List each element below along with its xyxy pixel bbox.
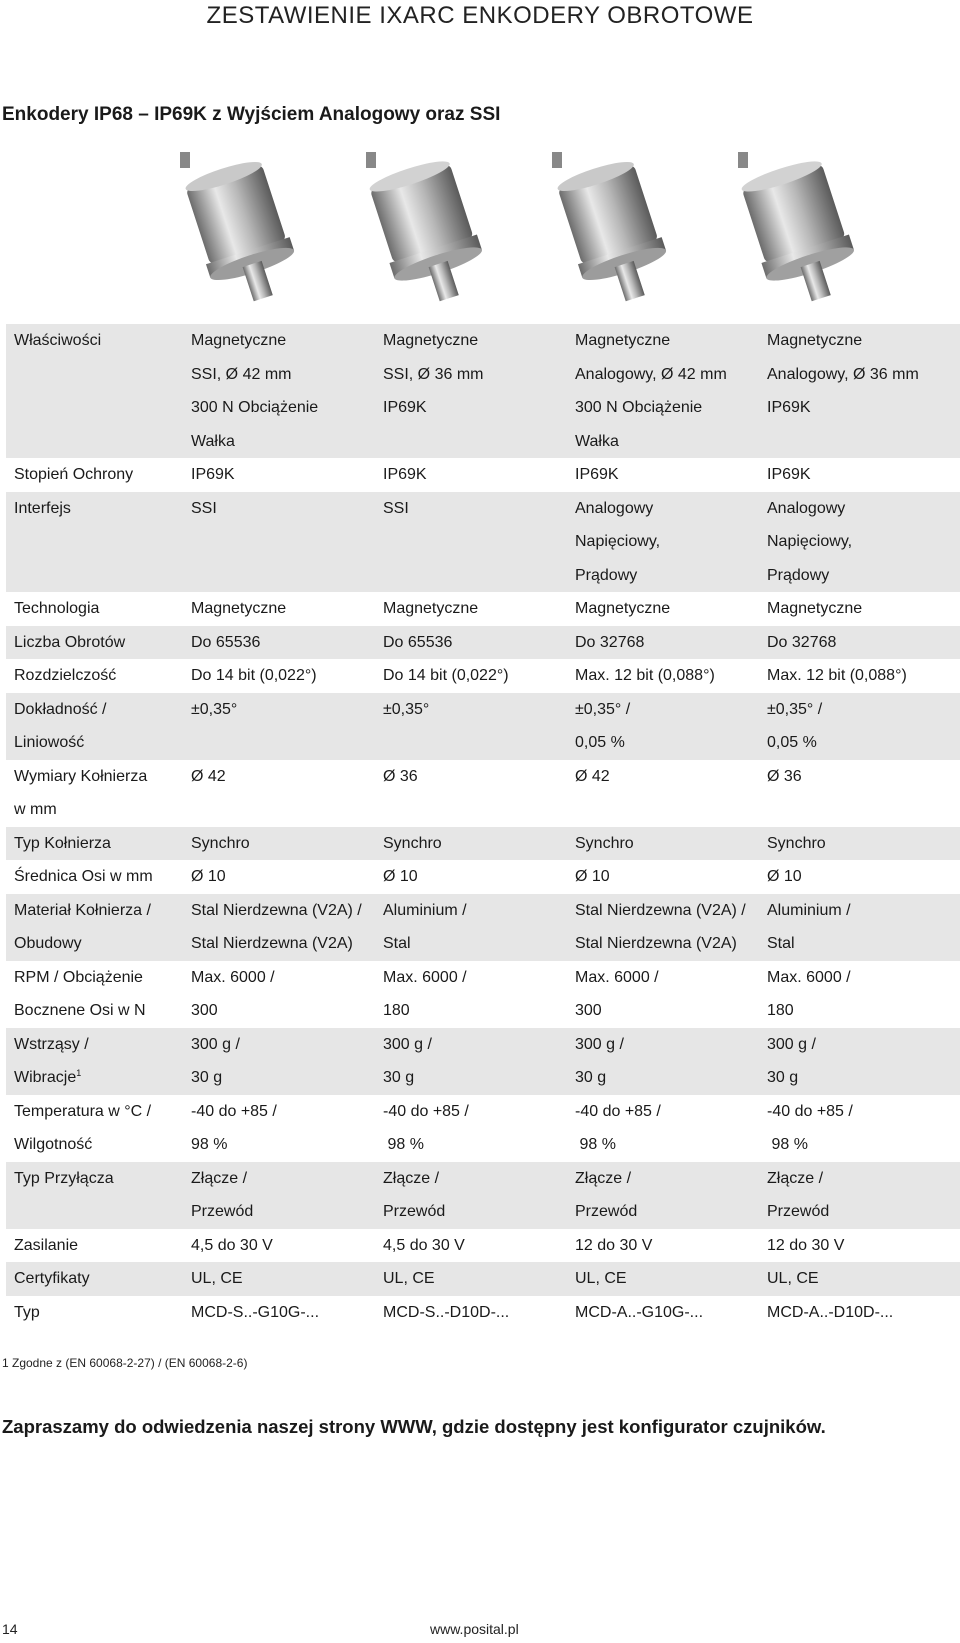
value-cell — [191, 961, 383, 1028]
value-cell — [191, 1262, 383, 1296]
value-line: Do 32768 — [575, 633, 645, 651]
value-cell — [575, 592, 767, 626]
value-line: IP69K — [767, 466, 811, 483]
value-cell — [383, 492, 575, 593]
value-line: Złącze / — [575, 1169, 632, 1187]
value-line: 180 — [767, 1002, 794, 1019]
value-line: 300 g / — [767, 1035, 816, 1053]
value-cell — [191, 492, 383, 593]
value-cell — [191, 659, 383, 693]
value-line: 12 do 30 V — [767, 1236, 845, 1254]
product-photos — [172, 152, 920, 310]
value-line: Do 14 bit (0,022°) — [383, 667, 509, 684]
value-line: Do 65536 — [383, 633, 453, 651]
value-cell — [191, 626, 383, 660]
value-line: MCD-S..-G10G-... — [191, 1303, 320, 1321]
row-label — [6, 458, 191, 492]
row-label-line: Średnica Osi w mm — [14, 868, 153, 885]
value-line: Synchro — [191, 834, 250, 852]
row-label-line: Liniowość — [14, 734, 85, 751]
row-label-line: Wymiary Kołnierza — [14, 767, 148, 785]
table-row — [6, 458, 960, 492]
row-label — [6, 1296, 191, 1330]
value-cell — [191, 458, 383, 492]
value-line: Stal Nierdzewna (V2A) — [575, 935, 737, 952]
row-label-line: Certyfikaty — [14, 1270, 90, 1287]
value-line: ±0,35° — [191, 700, 238, 718]
value-line: Magnetyczne — [767, 600, 863, 617]
value-line: IP69K — [383, 399, 427, 416]
value-line: Magnetyczne — [767, 332, 863, 349]
value-line: Synchro — [767, 834, 826, 852]
value-cell — [191, 1095, 383, 1162]
row-label — [6, 693, 191, 760]
row-label-line: Typ Przyłącza — [14, 1169, 114, 1187]
value-line: Ø 36 — [767, 767, 802, 785]
value-line: Stal — [383, 935, 411, 952]
value-cell — [383, 458, 575, 492]
row-label-line: Zasilanie — [14, 1236, 79, 1254]
table-row — [6, 492, 960, 593]
value-line: Ø 10 — [575, 868, 610, 885]
value-line: Max. 12 bit (0,088°) — [767, 667, 907, 684]
spec-table — [6, 324, 960, 1329]
value-line: 30 g — [191, 1069, 223, 1086]
value-cell — [191, 693, 383, 760]
value-cell — [767, 894, 960, 961]
value-line: Ø 42 — [191, 767, 226, 785]
value-line: Magnetyczne — [383, 600, 479, 617]
value-line: Przewód — [383, 1203, 446, 1220]
value-line: 98 % — [383, 1136, 424, 1153]
value-line: Magnetyczne — [191, 332, 287, 349]
value-line: Aluminium / — [383, 901, 467, 919]
value-line: Do 65536 — [191, 633, 261, 651]
value-line: MCD-A..-G10G-... — [575, 1303, 704, 1321]
value-line: 300 — [575, 1002, 602, 1019]
row-label-line: Typ — [14, 1303, 40, 1321]
value-line: IP69K — [767, 399, 811, 416]
value-line: Prądowy — [575, 566, 638, 584]
value-cell — [191, 592, 383, 626]
value-line: SSI, Ø 36 mm — [383, 365, 484, 383]
value-line: Napięciowy, — [767, 533, 853, 550]
value-cell — [575, 659, 767, 693]
value-cell — [383, 626, 575, 660]
value-line: Max. 6000 / — [383, 968, 467, 986]
row-label-line: Rozdzielczość — [14, 667, 117, 684]
value-line: Napięciowy, — [575, 533, 661, 550]
row-label-line: Właściwości — [14, 332, 102, 349]
table-row — [6, 860, 960, 894]
value-cell — [767, 1028, 960, 1095]
table-row — [6, 1296, 960, 1330]
row-label — [6, 1229, 191, 1263]
value-cell — [767, 324, 960, 458]
value-line: 12 do 30 V — [575, 1236, 653, 1254]
value-cell — [383, 827, 575, 861]
value-line: IP69K — [383, 466, 427, 483]
row-label — [6, 492, 191, 593]
value-cell — [767, 592, 960, 626]
section-subtitle: Enkodery IP68 – IP69K z Wyjściem Analogowy oraz SSI — [2, 104, 501, 125]
value-cell — [575, 1229, 767, 1263]
value-line: 300 g / — [191, 1035, 240, 1053]
value-cell — [767, 458, 960, 492]
value-line: UL, CE — [767, 1270, 819, 1287]
value-cell — [383, 324, 575, 458]
value-line: Analogowy, Ø 42 mm — [575, 365, 727, 383]
value-cell — [575, 626, 767, 660]
value-line: IP69K — [191, 466, 235, 483]
value-line: -40 do +85 / — [575, 1102, 661, 1120]
value-line: Stal — [767, 935, 795, 952]
value-line: Magnetyczne — [575, 600, 671, 617]
row-label-line — [14, 1061, 191, 1095]
value-line: 300 — [191, 1002, 218, 1019]
row-label-line: Liczba Obrotów — [14, 633, 126, 651]
value-line: Analogowy — [575, 499, 654, 517]
table-row — [6, 1095, 960, 1162]
value-line: Max. 6000 / — [575, 968, 659, 986]
value-line: 98 % — [191, 1136, 228, 1153]
value-line: MCD-A..-D10D-... — [767, 1303, 894, 1321]
value-cell — [767, 626, 960, 660]
row-label — [6, 659, 191, 693]
value-line: Do 32768 — [767, 633, 837, 651]
value-cell — [191, 324, 383, 458]
value-cell — [383, 961, 575, 1028]
value-line: Magnetyczne — [383, 332, 479, 349]
value-cell — [575, 1028, 767, 1095]
row-label-line: Temperatura w °C / — [14, 1102, 152, 1120]
spec-table-body — [6, 324, 960, 1329]
table-row — [6, 693, 960, 760]
row-label-line: Materiał Kołnierza / — [14, 901, 151, 919]
value-line: Do 14 bit (0,022°) — [191, 667, 317, 684]
value-cell — [575, 693, 767, 760]
value-cell — [575, 324, 767, 458]
value-cell — [383, 1028, 575, 1095]
row-label-line: Wilgotność — [14, 1136, 93, 1153]
value-cell — [767, 1162, 960, 1229]
value-line: UL, CE — [191, 1270, 243, 1287]
value-line: 30 g — [575, 1069, 607, 1086]
value-line: Max. 6000 / — [191, 968, 275, 986]
encoder-photo-3 — [544, 152, 694, 310]
call-to-action: Zapraszamy do odwiedzenia naszej strony WWW, gdzie dostępny jest konfigurator czujników. — [2, 1416, 826, 1437]
value-line: Stal Nierdzewna (V2A) / — [575, 901, 746, 919]
value-line: -40 do +85 / — [191, 1102, 277, 1120]
value-cell — [767, 961, 960, 1028]
value-cell — [575, 760, 767, 827]
value-line: Złącze / — [767, 1169, 824, 1187]
value-cell — [767, 827, 960, 861]
value-line: Złącze / — [191, 1169, 248, 1187]
value-cell — [575, 1162, 767, 1229]
table-row — [6, 626, 960, 660]
encoder-photo-1 — [172, 152, 322, 310]
row-label — [6, 592, 191, 626]
row-label — [6, 1162, 191, 1229]
value-cell — [383, 894, 575, 961]
value-cell — [383, 592, 575, 626]
value-line: 98 % — [767, 1136, 808, 1153]
value-line: Ø 36 — [383, 767, 418, 785]
value-line: SSI — [383, 499, 409, 517]
table-row — [6, 324, 960, 458]
row-label — [6, 324, 191, 458]
table-row — [6, 1262, 960, 1296]
value-line: Prądowy — [767, 566, 830, 584]
value-line: Ø 10 — [383, 868, 418, 885]
footnote: 1 Zgodne z (EN 60068-2-27) / (EN 60068-2-6) — [2, 1356, 248, 1370]
value-cell — [575, 827, 767, 861]
value-line: Przewód — [191, 1203, 254, 1220]
value-line: Max. 6000 / — [767, 968, 851, 986]
value-line: Przewód — [575, 1203, 638, 1220]
value-cell — [575, 961, 767, 1028]
value-cell — [191, 827, 383, 861]
value-cell — [767, 1296, 960, 1330]
value-line: ±0,35° — [383, 700, 430, 718]
value-line: ±0,35° / — [767, 700, 823, 718]
value-cell — [575, 1262, 767, 1296]
table-row — [6, 1162, 960, 1229]
value-cell — [191, 894, 383, 961]
page-number: 14 — [2, 1621, 18, 1637]
value-line: 300 N Obciążenie — [191, 399, 319, 416]
value-line: SSI, Ø 42 mm — [191, 365, 292, 383]
row-label — [6, 1262, 191, 1296]
value-cell — [575, 492, 767, 593]
value-cell — [767, 492, 960, 593]
value-line: 0,05 % — [767, 734, 817, 751]
value-cell — [767, 659, 960, 693]
value-cell — [575, 1095, 767, 1162]
row-label-line: Typ Kołnierza — [14, 834, 111, 852]
value-line: Wałka — [575, 432, 619, 450]
table-row — [6, 894, 960, 961]
value-cell — [767, 693, 960, 760]
value-line: Magnetyczne — [191, 600, 287, 617]
value-cell — [575, 894, 767, 961]
value-cell — [383, 1296, 575, 1330]
value-line: ±0,35° / — [575, 700, 631, 718]
value-line: Przewód — [767, 1203, 830, 1220]
row-label-line: Wstrząsy / — [14, 1035, 89, 1053]
footnote-marker: 1 — [76, 1068, 82, 1078]
row-label — [6, 760, 191, 827]
table-row — [6, 961, 960, 1028]
value-cell — [191, 860, 383, 894]
row-label-line: Interfejs — [14, 499, 71, 517]
row-label-line: Obudowy — [14, 935, 82, 952]
row-label-text: Wibracje — [14, 1069, 77, 1086]
value-cell — [767, 860, 960, 894]
value-line: 98 % — [575, 1136, 616, 1153]
value-cell — [383, 860, 575, 894]
value-cell — [383, 693, 575, 760]
value-cell — [383, 659, 575, 693]
row-label — [6, 1028, 191, 1095]
value-line: IP69K — [575, 466, 619, 483]
value-cell — [191, 760, 383, 827]
value-line: UL, CE — [383, 1270, 435, 1287]
table-row — [6, 827, 960, 861]
value-line: Synchro — [575, 834, 634, 852]
value-cell — [767, 1262, 960, 1296]
value-line: Analogowy — [767, 499, 846, 517]
value-line: Ø 10 — [191, 868, 226, 885]
value-line: Magnetyczne — [575, 332, 671, 349]
row-label-line: w mm — [14, 801, 57, 818]
table-row — [6, 760, 960, 827]
value-cell — [383, 1095, 575, 1162]
row-label-line: Dokładność / — [14, 700, 107, 718]
row-label-line: Bocznene Osi w N — [14, 1002, 146, 1019]
value-line: 300 N Obciążenie — [575, 399, 703, 416]
row-label-line: Technologia — [14, 600, 100, 617]
row-label — [6, 827, 191, 861]
row-label — [6, 626, 191, 660]
value-cell — [191, 1028, 383, 1095]
value-cell — [575, 860, 767, 894]
row-label — [6, 961, 191, 1028]
page-header-title: ZESTAWIENIE IXARC ENKODERY OBROTOWE — [206, 2, 754, 29]
value-cell — [191, 1296, 383, 1330]
value-line: Złącze / — [383, 1169, 440, 1187]
value-cell — [191, 1229, 383, 1263]
encoder-photo-4 — [730, 152, 880, 310]
value-line: SSI — [191, 499, 217, 517]
value-line: Analogowy, Ø 36 mm — [767, 365, 919, 383]
value-line: Aluminium / — [767, 901, 851, 919]
row-label-line: RPM / Obciążenie — [14, 968, 143, 986]
value-line: 0,05 % — [575, 734, 625, 751]
value-cell — [383, 1262, 575, 1296]
value-line: Max. 12 bit (0,088°) — [575, 667, 715, 684]
value-line: -40 do +85 / — [383, 1102, 469, 1120]
website-link[interactable]: www.posital.pl — [430, 1621, 519, 1637]
value-line: 300 g / — [383, 1035, 432, 1053]
value-cell — [575, 1296, 767, 1330]
table-row — [6, 1028, 960, 1095]
table-row — [6, 659, 960, 693]
row-label — [6, 894, 191, 961]
value-cell — [383, 760, 575, 827]
value-cell — [191, 1162, 383, 1229]
value-line: 4,5 do 30 V — [383, 1236, 465, 1254]
value-cell — [767, 760, 960, 827]
value-cell — [383, 1162, 575, 1229]
encoder-photo-2 — [358, 152, 508, 310]
value-cell — [767, 1229, 960, 1263]
table-row — [6, 1229, 960, 1263]
row-label — [6, 1095, 191, 1162]
value-line: 30 g — [383, 1069, 415, 1086]
value-line: MCD-S..-D10D-... — [383, 1303, 510, 1321]
value-line: Ø 10 — [767, 868, 802, 885]
value-line: Stal Nierdzewna (V2A) / — [191, 901, 362, 919]
table-row — [6, 592, 960, 626]
value-line: 30 g — [767, 1069, 799, 1086]
row-label-line: Stopień Ochrony — [14, 466, 134, 483]
value-cell — [767, 1095, 960, 1162]
value-line: 180 — [383, 1002, 410, 1019]
value-line: 300 g / — [575, 1035, 624, 1053]
value-cell — [575, 458, 767, 492]
value-line: Ø 42 — [575, 767, 610, 785]
value-line: Stal Nierdzewna (V2A) — [191, 935, 353, 952]
value-line: 4,5 do 30 V — [191, 1236, 273, 1254]
value-line: Wałka — [191, 432, 235, 450]
value-line: UL, CE — [575, 1270, 627, 1287]
row-label — [6, 860, 191, 894]
value-line: Synchro — [383, 834, 442, 852]
value-cell — [383, 1229, 575, 1263]
value-line: -40 do +85 / — [767, 1102, 853, 1120]
